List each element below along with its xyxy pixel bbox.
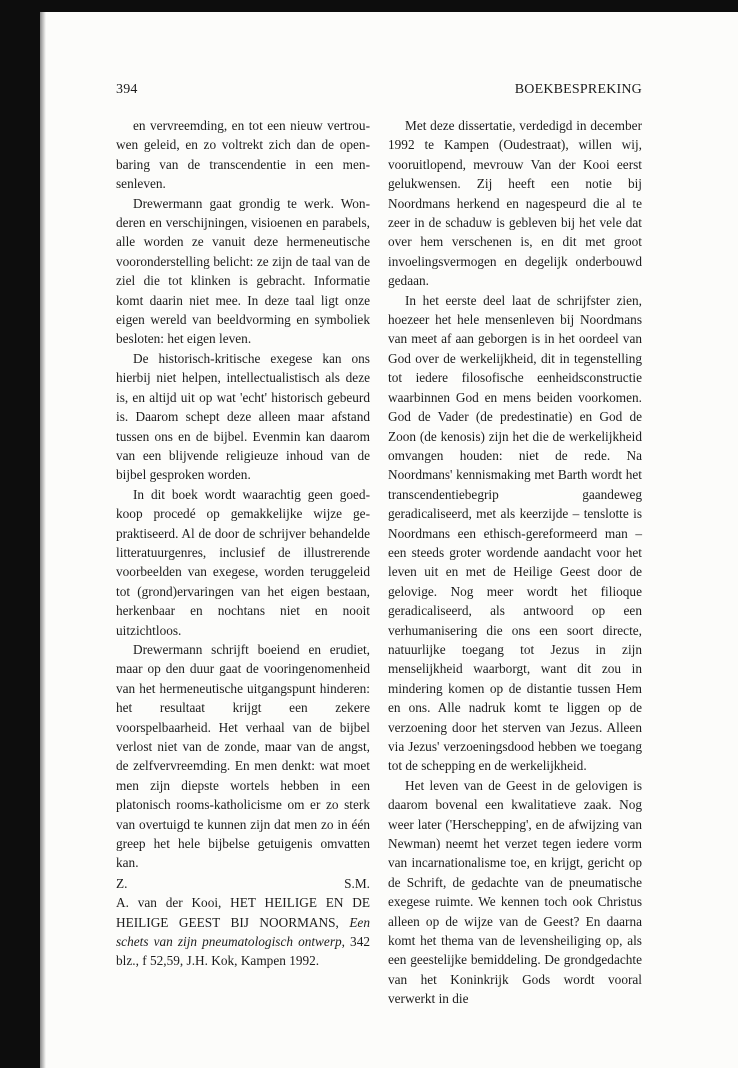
signature-left: Z.: [116, 875, 128, 891]
paragraph: De historisch-kritische exegese kan ons hierbij niet helpen, intellectualistisch als deze is, en altijd uit op wat 'echt' historisch gebeurd is. Daarom schept deze alleen maar afstand tussen ons en de bijbel. Evenmin kan daarom van een blijvende religieuze inhoud van de bijbel gesproken worden.: [116, 350, 370, 483]
book-details: , 342 blz., f 52,59, J.H. Kok, Kampen 1992.: [116, 934, 371, 969]
paragraph: Drewermann gaat grondig te werk. Wonderen en verschijningen, visioenen en parabels, alle worden ze vanuit deze hermeneutische vooronderstelling belicht: ze zijn de taal van de ziel die tot klinken is gebracht. Informatie komt daarin niet mee. In deze taal ligt onze eigen wereld van beeldvorming en symboliek besloten: het eigen leven.: [116, 195, 370, 347]
paragraph: Met deze dissertatie, verdedigd in december 1992 te Kampen (Oudestraat), willen wij, vooruitlopend, mevrouw Van der Kooi eerst gelukwensen. Zij heeft een notie bij Noordmans herkend en nagespeurd die al te zeer in de schaduw is gebleven bij het vele dat over hem verschenen is, en dit met groot invoelingsvermogen en degelijk onderbouwd gedaan.: [388, 118, 642, 289]
review-signature: [116, 874, 370, 893]
book-subtitle: Een schets van zijn pneumatologisch ontwerp: [116, 914, 370, 950]
right-column: [388, 116, 642, 1009]
paragraph: Het leven van de Geest in de gelovigen is daarom bovenal een kwalitatieve zaak. Nog weer later ('Herschepping', en de afwijzing van Newman) neemt het verzet tegen iedere vorm van incarnationalisme toe, en krijgt, gericht op de Schrift, de gedachte van de pneumatische exegese ruimte. We kennen toch ook Christus alleen op de wijze van de Geest? En daarna komt het thema van de levensheiliging op, als een geestelijke bemiddeling. De grondgedachte van het Koninkrijk Gods wordt vooral verwerkt in die: [388, 777, 642, 1007]
page-number: 394: [116, 82, 138, 97]
book-author-title: A. van der Kooi, HET HEILIGE EN DE HEILIGE GEEST BIJ NOORMANS,: [116, 895, 370, 930]
paragraph: en vervreemding, en tot een nieuw vertrouwen geleid, en zo voltrekt zich dan de openbaring van de transcendentie in een mensenleven.: [116, 118, 370, 192]
section-title: BOEKBESPREKING: [514, 82, 642, 97]
paragraph: Drewermann schrijft boeiend en erudiet, maar op den duur gaat de vooringenomenheid van het hermeneutische uitgangspunt hinderen: het resultaat krijgt een zekere voorspelbaarheid. Het verhaal van de bijbel verlost niet van de zonde, maar van de angst, de zelfvervreemding. En men denkt: wat moet men zijn diepste wortels hebben in een platonisch rooms-katholicisme om er zo sterk van overtuigd te kunnen zijn dat men zo in één greep het hele bijbelse getuigenis omvatten kan.: [116, 641, 370, 871]
left-column: [116, 116, 370, 971]
scan-border-left: [0, 0, 40, 1068]
book-reference: [116, 893, 370, 971]
paragraph: In het eerste deel laat de schrijfster zien, hoezeer het hele mensenleven bij Noordmans van meet af aan geborgen is in het oordeel van God over de werkelijkheid, dit in tegenstelling tot iedere filosofische eenheidsconstructie waarbinnen God en mens beiden voorkomen. God de Vader (de predestinatie) en God de Zoon (de kenosis) zijn het die de werkelijkheid omvangen houden: niet de rede. Na Noordmans' kennismaking met Barth wordt het transcendentiebegrip gaandeweg geradicaliseerd, met als keerzijde – tenslotte is Noordmans een ethisch-gereformeerd man – een steeds groter wordende aandacht voor het leven uit en met de Heilige Geest door de gelovige. Nog meer wordt het filioque geradicaliseerd, als antwoord op een verhumanisering die ons een soort directe, natuurlijke toegang tot Jezus in zijn menselijkheid waarborgt, want dit zou in mindering komen op de distantie tussen Hem en ons. Alle nadruk komt te liggen op de verzoening door het sterven van Jezus. Alleen via Jezus' verzoeningsdood hebben we toegang tot de schepping en de werkelijkheid.: [388, 292, 642, 774]
signature-right: S.M.: [344, 875, 370, 891]
scan-border-top: [0, 0, 738, 12]
paragraph: In dit boek wordt waarachtig geen goedkoop procedé op gemakkelijke wijze gepraktiseerd. Al de door de schrijver behandelde litteratuurgenres, inclusief de illustrerende voorbeelden van exegese, worden teruggeleid tot (grond)ervaringen van het eigen bestaan, herkenbaar en nochtans niet en nooit uitzichtloos.: [116, 486, 370, 638]
